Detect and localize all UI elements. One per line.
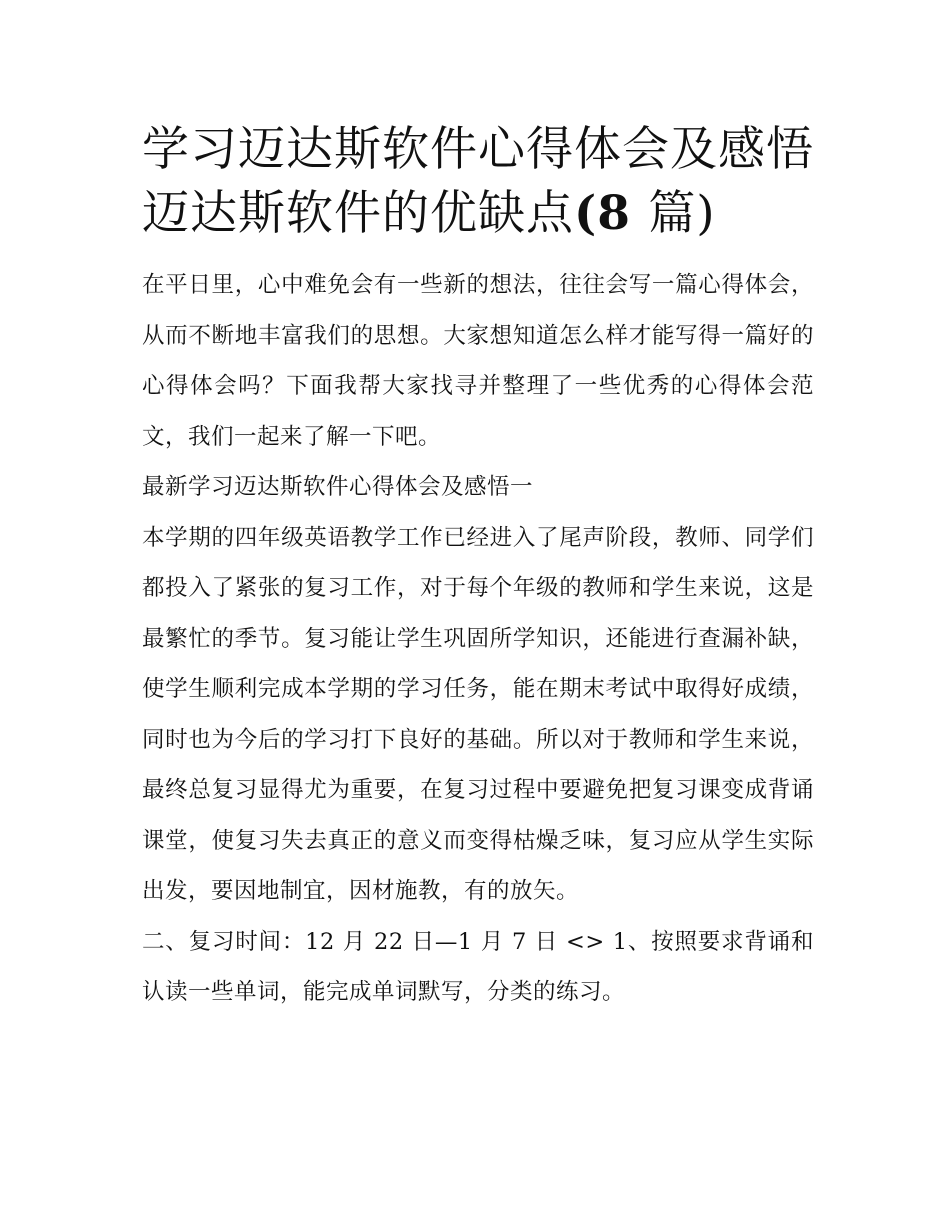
title-count: (8 [574, 186, 649, 241]
document-page [142, 118, 814, 1018]
section-heading: 最新学习迈达斯软件心得体会及感悟一 [142, 474, 534, 500]
title-suffix: 篇) [648, 186, 716, 241]
title-text: 学习迈达斯软件心得体会及感悟 迈达斯软件的优缺点 [142, 122, 814, 241]
review-time-paragraph: 二、复习时间：12 月 22 日—1 月 7 日 <> 1、按照要求背诵和认读一些单词，能完成单词默写，分类的练习。 [142, 928, 814, 1005]
document-title [142, 118, 814, 246]
body-paragraph: 本学期的四年级英语教学工作已经进入了尾声阶段，教师、同学们都投入了紧张的复习工作，对于每个年级的教师和学生来说，这是最繁忙的季节。复习能让学生巩固所学知识，还能进行查漏补缺，使学生顺利完成本学期的学习任务，能在期末考试中取得好成绩，同时也为今后的学习打下良好的基础。所以对于教师和学生来说，最终总复习显得尤为重要，在复习过程中要避免把复习课变成背诵课堂，使复习失去真正的意义而变得枯燥乏味，复习应从学生实际出发，要因地制宜，因材施教，有的放矢。 [142, 524, 814, 904]
intro-paragraph: 在平日里，心中难免会有一些新的想法，往往会写一篇心得体会，从而不断地丰富我们的思想。大家想知道怎么样才能写得一篇好的心得体会吗？下面我帮大家找寻并整理了一些优秀的心得体会范文，我们一起来了解一下吧。 [142, 272, 814, 450]
